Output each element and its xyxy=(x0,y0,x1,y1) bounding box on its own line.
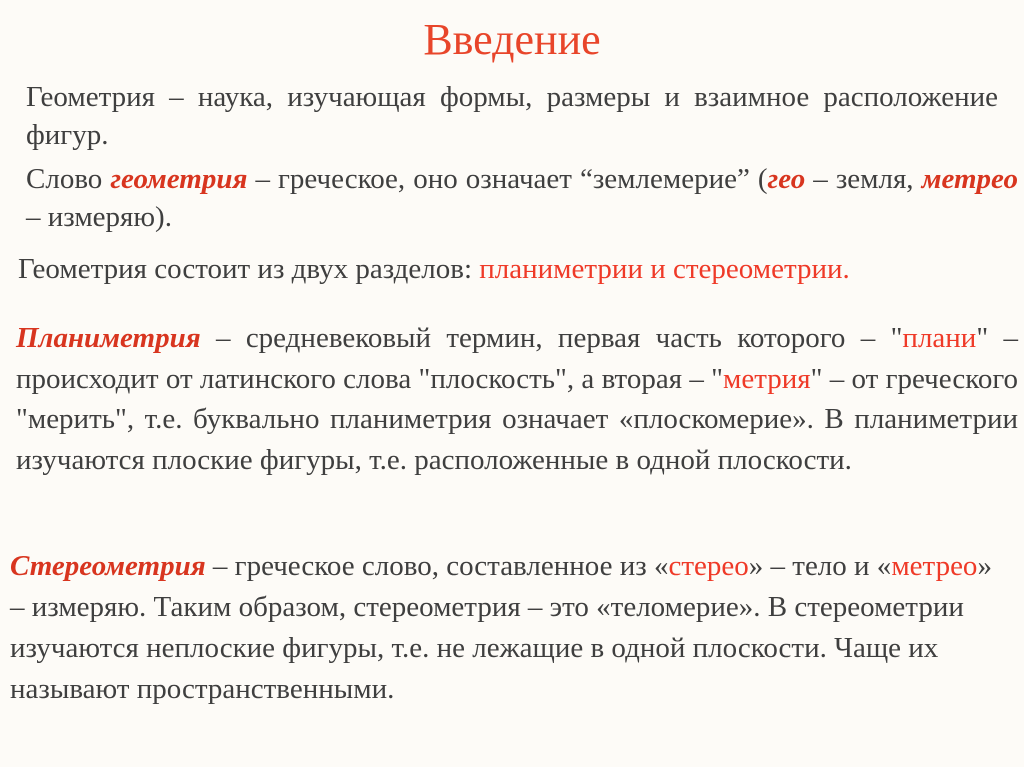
stereometry-paragraph xyxy=(10,546,1010,710)
term-planimetry: Планиметрия xyxy=(16,322,201,354)
term-geo: гео xyxy=(767,163,806,195)
term-stereometry: Стереометрия xyxy=(10,550,206,582)
etymology-text-2: – греческое, оно означает “землемерие” ( xyxy=(247,163,768,195)
sections-names: планиметрии и стереометрии. xyxy=(479,253,850,285)
definition-text: Геометрия – наука, изучающая формы, размеры и взаимное расположение фигур. xyxy=(26,81,998,151)
etymology-text-3: – земля, xyxy=(805,163,922,195)
etymology-text-1: Слово xyxy=(26,163,111,195)
planimetry-text-3: " – от греческого "мерить", т.е. буквально планиметрия означает «плоскомерие». В планиметрии изучаются плоские фигуры, т.е. расположенные в одной плоскости. xyxy=(16,362,1018,476)
etymology-text-4: – измеряю). xyxy=(26,201,172,233)
term-metreo: метрео xyxy=(921,163,1018,195)
term-metriya: метрия xyxy=(722,362,811,395)
etymology-paragraph xyxy=(26,160,1018,236)
stereometry-text-1: – греческое слово, составленное из « xyxy=(205,550,669,582)
stereometry-text-2: » – тело и « xyxy=(748,550,892,582)
stereometry-text-3: » – измеряю. Таким образом, стереометрия – это «теломерие». В стереометрии изучаются неплоские фигуры, т.е. не лежащие в одной плоскости. Чаще их называют пространственными. xyxy=(10,550,992,705)
planimetry-text-2: " – происходит от латинского слова "плоскость", а вторая – " xyxy=(16,322,1018,395)
slide-title: Введение xyxy=(423,15,601,64)
term-plani: плани xyxy=(902,322,977,354)
sections-text: Геометрия состоит из двух разделов: xyxy=(18,253,480,285)
planimetry-text-1: – средневековый термин, первая часть которого – " xyxy=(200,322,903,354)
term-stereo: стерео xyxy=(668,550,749,582)
term-metreo-2: метрео xyxy=(891,550,978,582)
sections-paragraph xyxy=(18,250,1008,288)
definition-paragraph xyxy=(26,78,998,154)
term-geometry: геометрия xyxy=(110,163,248,195)
planimetry-paragraph xyxy=(16,318,1018,480)
